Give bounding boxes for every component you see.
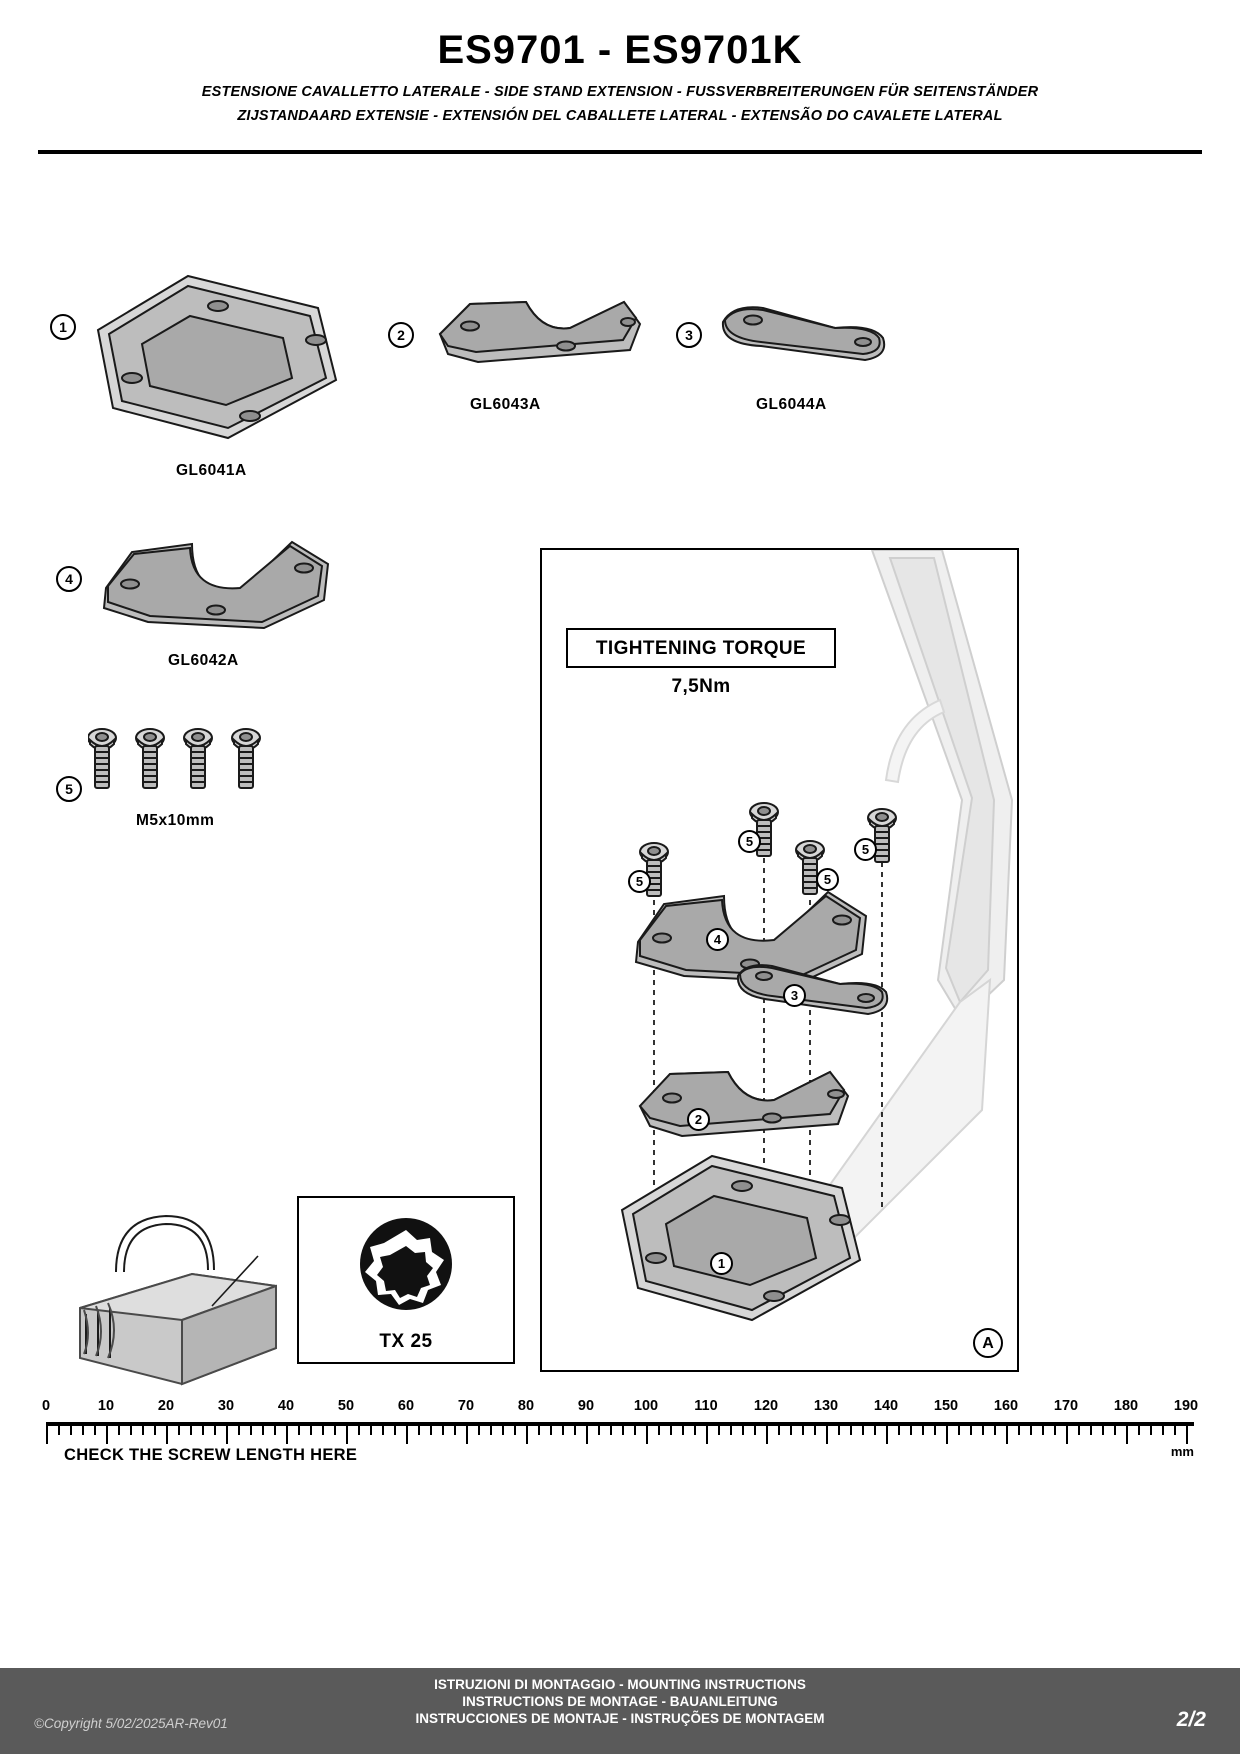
- ruler-tick: [562, 1426, 564, 1435]
- footer-copyright: ©Copyright 5/02/2025AR-Rev01: [34, 1716, 228, 1731]
- ruler-tick: [130, 1426, 132, 1435]
- part-code-5: M5x10mm: [136, 812, 215, 829]
- ruler-num-50: 50: [337, 1398, 355, 1414]
- ruler-tick: [454, 1426, 456, 1435]
- ruler-tick: [706, 1426, 708, 1444]
- ruler-tick: [250, 1426, 252, 1435]
- ruler-tick: [286, 1426, 288, 1444]
- ruler-tick: [1018, 1426, 1020, 1435]
- ruler-tick: [1054, 1426, 1056, 1435]
- ruler-num-160: 160: [993, 1398, 1019, 1414]
- footer: [0, 1668, 1240, 1754]
- ruler-tick: [310, 1426, 312, 1435]
- ruler-num-180: 180: [1113, 1398, 1139, 1414]
- ruler-num-20: 20: [157, 1398, 175, 1414]
- ruler-tick: [1174, 1426, 1176, 1435]
- ruler-num-0: 0: [41, 1398, 51, 1414]
- ruler-num-190: 190: [1173, 1398, 1199, 1414]
- ruler-num-110: 110: [694, 1398, 718, 1414]
- panel-callout-part-3: 3: [783, 984, 806, 1007]
- ruler-num-80: 80: [517, 1398, 535, 1414]
- torx-bit-label: TX 25: [379, 1331, 433, 1352]
- ruler-tick: [970, 1426, 972, 1435]
- ruler-tick: [154, 1426, 156, 1435]
- ruler-num-70: 70: [457, 1398, 475, 1414]
- ruler-numbers: [41, 1398, 1199, 1418]
- ruler-tick: [262, 1426, 264, 1435]
- part-callout-1: 1: [50, 314, 76, 340]
- ruler-tick: [826, 1426, 828, 1444]
- ruler-tick: [142, 1426, 144, 1435]
- tightening-torque-label: TIGHTENING TORQUE 7,5Nm: [566, 628, 836, 668]
- ruler-num-60: 60: [397, 1398, 415, 1414]
- ruler-tick: [862, 1426, 864, 1435]
- ruler-tick: [1126, 1426, 1128, 1444]
- ruler-tick: [574, 1426, 576, 1435]
- ruler-tick: [778, 1426, 780, 1435]
- ruler-tick: [718, 1426, 720, 1435]
- ruler-tick: [838, 1426, 840, 1435]
- ruler-num-150: 150: [933, 1398, 959, 1414]
- ruler-num-10: 10: [97, 1398, 115, 1414]
- ruler-tick: [58, 1426, 60, 1435]
- page-title: ES9701 - ES9701K: [437, 28, 803, 72]
- ruler-tick: [1186, 1426, 1188, 1444]
- part-drawing-2: [418, 288, 648, 378]
- ruler-tick: [1030, 1426, 1032, 1435]
- ruler-tick: [754, 1426, 756, 1435]
- ruler-tick: [742, 1426, 744, 1435]
- ruler-tick: [394, 1426, 396, 1435]
- ruler-tick: [682, 1426, 684, 1435]
- ruler-tick: [1042, 1426, 1044, 1435]
- ruler-baseline: [46, 1422, 1194, 1426]
- part-callout-4: 4: [56, 566, 82, 592]
- panel-step-letter: A: [973, 1328, 1003, 1358]
- panel-callout-part-1: 1: [710, 1252, 733, 1275]
- footer-line-2: INSTRUCTIONS DE MONTAGE - BAUANLEITUNG: [462, 1694, 778, 1709]
- ruler-tick: [82, 1426, 84, 1435]
- ruler-tick: [982, 1426, 984, 1435]
- ruler-num-30: 30: [217, 1398, 235, 1414]
- ruler-tick: [802, 1426, 804, 1435]
- ruler-tick: [646, 1426, 648, 1444]
- ruler-num-170: 170: [1053, 1398, 1079, 1414]
- ruler-tick: [70, 1426, 72, 1435]
- part-code-3: GL6044A: [756, 396, 827, 413]
- subtitle-line-1: ESTENSIONE CAVALLETTO LATERALE - SIDE STAND EXTENSION - FUSSVERBREITERUNGEN FÜR SEITENSTÄNDER: [201, 84, 1039, 100]
- footer-page-number: 2/2: [1176, 1708, 1206, 1731]
- ruler-num-140: 140: [873, 1398, 899, 1414]
- panel-callout-screw-4: 5: [854, 838, 877, 861]
- ruler-tick: [910, 1426, 912, 1435]
- ruler-tick: [490, 1426, 492, 1435]
- ruler-tick: [1114, 1426, 1116, 1435]
- ruler-tick: [766, 1426, 768, 1444]
- ruler-tick: [874, 1426, 876, 1435]
- panel-callout-screw-1: 5: [628, 870, 651, 893]
- footer-line-3: INSTRUCCIONES DE MONTAJE - INSTRUÇÕES DE MONTAGEM: [415, 1711, 825, 1726]
- ruler-tick: [634, 1426, 636, 1435]
- ruler-tick: [1078, 1426, 1080, 1435]
- ruler-tick: [346, 1426, 348, 1444]
- ruler-tick: [730, 1426, 732, 1435]
- part-callout-2: 2: [388, 322, 414, 348]
- ruler-tick: [46, 1426, 48, 1444]
- ruler-tick: [118, 1426, 120, 1435]
- ruler-num-90: 90: [577, 1398, 595, 1414]
- ruler-tick: [850, 1426, 852, 1435]
- part-drawing-4: [88, 530, 348, 645]
- ruler-tick: [886, 1426, 888, 1444]
- ruler-tick: [550, 1426, 552, 1435]
- toolbox-illustration: [62, 1198, 302, 1388]
- ruler-tick: [994, 1426, 996, 1435]
- ruler-tick: [238, 1426, 240, 1435]
- ruler-tick: [226, 1426, 228, 1444]
- ruler-tick: [166, 1426, 168, 1444]
- screw-length-ruler: [41, 1398, 1199, 1464]
- ruler-tick: [670, 1426, 672, 1435]
- ruler-num-130: 130: [813, 1398, 839, 1414]
- ruler-tick: [658, 1426, 660, 1435]
- ruler-tick: [190, 1426, 192, 1435]
- ruler-tick: [610, 1426, 612, 1435]
- ruler-tick: [418, 1426, 420, 1435]
- ruler-tick: [1006, 1426, 1008, 1444]
- torx-bit-box: [297, 1196, 515, 1364]
- part-drawing-3: [705, 294, 905, 374]
- ruler-tick: [1162, 1426, 1164, 1435]
- ruler-num-120: 120: [753, 1398, 779, 1414]
- subtitle-line-2: ZIJSTANDAARD EXTENSIE - EXTENSIÓN DEL CABALLETE LATERAL - EXTENSÃO DO CAVALETE LATERAL: [237, 108, 1003, 124]
- ruler-tick: [358, 1426, 360, 1435]
- ruler-tick: [502, 1426, 504, 1435]
- ruler-tick: [586, 1426, 588, 1444]
- panel-callout-screw-3: 5: [816, 868, 839, 891]
- ruler-tick: [442, 1426, 444, 1435]
- ruler-tick: [694, 1426, 696, 1435]
- ruler-tick: [1138, 1426, 1140, 1435]
- ruler-tick: [214, 1426, 216, 1435]
- panel-callout-part-4: 4: [706, 928, 729, 951]
- ruler-tick: [178, 1426, 180, 1435]
- ruler-num-100: 100: [633, 1398, 659, 1414]
- footer-line-1: ISTRUZIONI DI MONTAGGIO - MOUNTING INSTRUCTIONS: [434, 1677, 806, 1692]
- ruler-tick: [898, 1426, 900, 1435]
- ruler-tick: [322, 1426, 324, 1435]
- ruler-tick: [922, 1426, 924, 1435]
- ruler-tick: [946, 1426, 948, 1444]
- panel-callout-part-2: 2: [687, 1108, 710, 1131]
- ruler-tick: [526, 1426, 528, 1444]
- ruler-unit: mm: [1170, 1444, 1194, 1459]
- ruler-tick: [382, 1426, 384, 1435]
- ruler-tick: [790, 1426, 792, 1435]
- ruler-tick: [334, 1426, 336, 1435]
- ruler-tick: [466, 1426, 468, 1444]
- ruler-tick: [1066, 1426, 1068, 1444]
- ruler-tick: [538, 1426, 540, 1435]
- ruler-tick: [370, 1426, 372, 1435]
- ruler-tick: [298, 1426, 300, 1435]
- ruler-tick: [1090, 1426, 1092, 1435]
- ruler-tick: [958, 1426, 960, 1435]
- ruler-tick: [1150, 1426, 1152, 1435]
- part-code-4: GL6042A: [168, 652, 239, 669]
- part-callout-3: 3: [676, 322, 702, 348]
- ruler-tick: [598, 1426, 600, 1435]
- ruler-tick: [478, 1426, 480, 1435]
- part-code-1: GL6041A: [176, 462, 247, 479]
- ruler-tick: [94, 1426, 96, 1435]
- ruler-tick: [814, 1426, 816, 1435]
- ruler-num-40: 40: [277, 1398, 295, 1414]
- part-drawing-5: [88, 722, 268, 812]
- ruler-tick: [622, 1426, 624, 1435]
- ruler-tick: [106, 1426, 108, 1444]
- ruler-tick: [430, 1426, 432, 1435]
- assembly-panel: [540, 548, 1019, 1372]
- ruler-tick: [406, 1426, 408, 1444]
- ruler-tick: [274, 1426, 276, 1435]
- ruler-tick: [202, 1426, 204, 1435]
- part-code-2: GL6043A: [470, 396, 541, 413]
- part-drawing-1: [78, 268, 348, 448]
- panel-callout-screw-2: 5: [738, 830, 761, 853]
- ruler-tick: [934, 1426, 936, 1435]
- ruler-caption: CHECK THE SCREW LENGTH HERE: [64, 1446, 358, 1464]
- part-callout-5: 5: [56, 776, 82, 802]
- header-divider: [38, 150, 1202, 154]
- ruler-tick: [514, 1426, 516, 1435]
- ruler-tick: [1102, 1426, 1104, 1435]
